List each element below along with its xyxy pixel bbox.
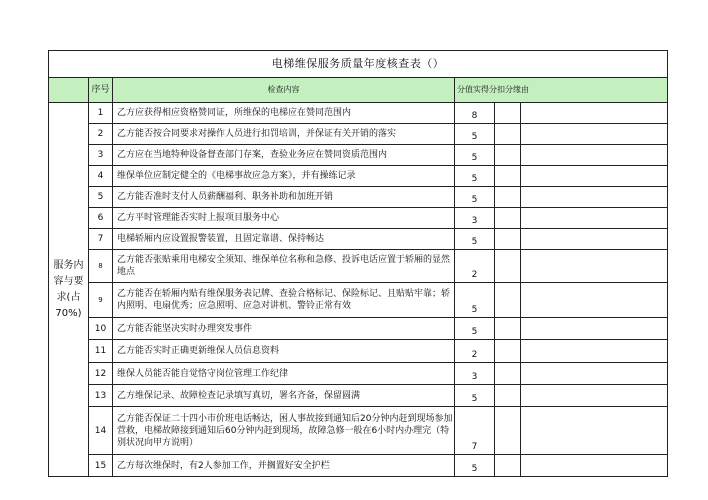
- row-score: 7: [455, 407, 495, 455]
- row-score: 3: [455, 363, 495, 385]
- row-score: 5: [455, 283, 495, 318]
- table-row: [49, 385, 668, 407]
- row-score: 5: [455, 187, 495, 208]
- table-row: [49, 455, 668, 477]
- header-score-columns: 分值实得分扣分缘由: [455, 78, 668, 103]
- row-number: 7: [89, 229, 113, 250]
- header-row: [49, 78, 668, 103]
- table-row: [49, 250, 668, 283]
- row-number: 1: [89, 103, 113, 124]
- row-content: 乙方应在当地特种设备督查部门存案，查验业务应在赞同资质范围内: [113, 145, 455, 166]
- row-number: 2: [89, 124, 113, 145]
- row-score: 5: [455, 145, 495, 166]
- category-cell: 服务内容与要求(占70%): [49, 103, 89, 477]
- row-score: 2: [455, 340, 495, 363]
- row-actual-score-cell[interactable]: [495, 187, 521, 208]
- row-deduction-reason-cell[interactable]: [521, 124, 668, 145]
- row-score: 5: [455, 455, 495, 477]
- row-score: 5: [455, 166, 495, 187]
- row-actual-score-cell[interactable]: [495, 145, 521, 166]
- row-actual-score-cell[interactable]: [495, 363, 521, 385]
- title-row: [49, 51, 668, 78]
- table-title: 电梯维保服务质量年度核查表（）: [49, 51, 668, 78]
- row-content: 乙方平时管理能否实时上报项目服务中心: [113, 208, 455, 229]
- row-content: 乙方维保记录、故障检查记录填写真切，署名齐备，保留圆满: [113, 385, 455, 407]
- row-score: 5: [455, 385, 495, 407]
- row-actual-score-cell[interactable]: [495, 318, 521, 340]
- row-number: 11: [89, 340, 113, 363]
- row-deduction-reason-cell[interactable]: [521, 166, 668, 187]
- row-deduction-reason-cell[interactable]: [521, 145, 668, 166]
- row-deduction-reason-cell[interactable]: [521, 455, 668, 477]
- row-actual-score-cell[interactable]: [495, 250, 521, 283]
- row-number: 6: [89, 208, 113, 229]
- row-score: 5: [455, 124, 495, 145]
- row-content: 乙方能否准时支付人员薪酬福利、职务补助和加班开销: [113, 187, 455, 208]
- header-seq: 序号: [89, 78, 113, 103]
- row-actual-score-cell[interactable]: [495, 407, 521, 455]
- row-deduction-reason-cell[interactable]: [521, 340, 668, 363]
- table-row: [49, 166, 668, 187]
- row-number: 5: [89, 187, 113, 208]
- row-actual-score-cell[interactable]: [495, 385, 521, 407]
- row-number: 8: [89, 250, 113, 283]
- row-number: 14: [89, 407, 113, 455]
- row-content: 乙方能否张贴乘用电梯安全须知、维保单位名称和急修、投诉电话应置于轿厢的显然地点: [113, 250, 455, 283]
- row-content: 乙方能否按合同要求对操作人员进行扣罚培训，并保证有关开销的落实: [113, 124, 455, 145]
- table-row: [49, 283, 668, 318]
- row-actual-score-cell[interactable]: [495, 455, 521, 477]
- row-content: 乙方能否保证二十四小市价班电话畅达，困人事故接到通知后20分钟内赶到现场参加营救，电梯故障接到通知后60分钟内赶到现场，故障急修一般在6小时内办理完（特别状况向甲方说明）: [113, 407, 455, 455]
- header-content: 检查内容: [113, 78, 455, 103]
- row-actual-score-cell[interactable]: [495, 166, 521, 187]
- table-row: [49, 103, 668, 124]
- row-actual-score-cell[interactable]: [495, 124, 521, 145]
- row-actual-score-cell[interactable]: [495, 229, 521, 250]
- row-content: 乙方能否在轿厢内贴有维保服务表记牌、查验合格标记、保险标记、且贴贴牢靠；轿内照明、电扇优秀；应急照明、应急对讲机、警铃正常有效: [113, 283, 455, 318]
- row-actual-score-cell[interactable]: [495, 340, 521, 363]
- table-row: [49, 145, 668, 166]
- row-score: 2: [455, 250, 495, 283]
- table-row: [49, 363, 668, 385]
- row-number: 9: [89, 283, 113, 318]
- row-score: 8: [455, 103, 495, 124]
- row-deduction-reason-cell[interactable]: [521, 208, 668, 229]
- row-deduction-reason-cell[interactable]: [521, 385, 668, 407]
- table-row: [49, 340, 668, 363]
- row-number: 10: [89, 318, 113, 340]
- row-deduction-reason-cell[interactable]: [521, 363, 668, 385]
- row-deduction-reason-cell[interactable]: [521, 283, 668, 318]
- row-number: 13: [89, 385, 113, 407]
- inspection-table: [48, 50, 668, 477]
- row-deduction-reason-cell[interactable]: [521, 250, 668, 283]
- row-deduction-reason-cell[interactable]: [521, 187, 668, 208]
- row-actual-score-cell[interactable]: [495, 103, 521, 124]
- table-row: [49, 229, 668, 250]
- table-row: [49, 407, 668, 455]
- row-deduction-reason-cell[interactable]: [521, 407, 668, 455]
- row-number: 4: [89, 166, 113, 187]
- table-row: [49, 187, 668, 208]
- table-row: [49, 208, 668, 229]
- row-content: 乙方能否能坚决实时办理突发事件: [113, 318, 455, 340]
- row-actual-score-cell[interactable]: [495, 208, 521, 229]
- row-content: 电梯轿厢内应设置报警装置，且固定靠谱、保持畅达: [113, 229, 455, 250]
- row-content: 乙方每次维保时，有2人参加工作，并搁置好安全护栏: [113, 455, 455, 477]
- row-score: 3: [455, 208, 495, 229]
- row-number: 15: [89, 455, 113, 477]
- row-deduction-reason-cell[interactable]: [521, 229, 668, 250]
- header-blank: [49, 78, 89, 103]
- row-score: 5: [455, 229, 495, 250]
- row-actual-score-cell[interactable]: [495, 283, 521, 318]
- row-score: 5: [455, 318, 495, 340]
- row-number: 12: [89, 363, 113, 385]
- row-deduction-reason-cell[interactable]: [521, 318, 668, 340]
- row-content: 乙方能否实时正确更新维保人员信息资料: [113, 340, 455, 363]
- inspection-sheet: [48, 50, 667, 477]
- table-row: [49, 318, 668, 340]
- row-content: 乙方应获得相应资格赞同证，所维保的电梯应在赞同范围内: [113, 103, 455, 124]
- row-content: 维保人员能否能自觉恪守岗位管理工作纪律: [113, 363, 455, 385]
- table-row: [49, 124, 668, 145]
- row-content: 维保单位应制定健全的《电梯事故应急方案》，并有操练记录: [113, 166, 455, 187]
- row-deduction-reason-cell[interactable]: [521, 103, 668, 124]
- row-number: 3: [89, 145, 113, 166]
